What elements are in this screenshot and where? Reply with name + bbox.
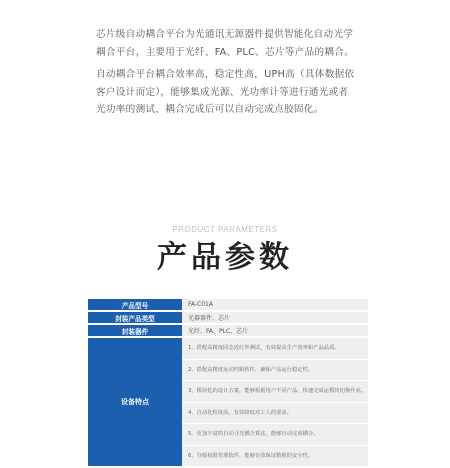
- spec-label: 设备特点: [88, 338, 182, 466]
- spec-row-features: [88, 338, 368, 466]
- feature-item: 5、更加丰富的自动寻光耦合算法，能够自动完成耦合。: [182, 424, 368, 446]
- feature-list: [182, 338, 368, 466]
- intro-text: [96, 26, 358, 124]
- feature-item: 3、模块化的设计方案，能够根据用户不同产品，快速完成运模块切换作业。: [182, 381, 368, 403]
- spec-value: 光器器件、芯片: [182, 312, 368, 323]
- spec-value: 光纤、FA、PLC、芯片: [182, 325, 368, 336]
- section-subtitle: PRODUCT PARAMETERS: [172, 225, 278, 234]
- spec-value: FA-C01A: [182, 299, 368, 310]
- spec-row-product-type: [88, 312, 368, 323]
- feature-item: 4、自动化程度高，有效降低对工人的要求。: [182, 403, 368, 425]
- spec-row-devices: [88, 325, 368, 336]
- feature-item: 2、搭配高精度运动控制软件，确保产品运行稳定性。: [182, 360, 368, 382]
- spec-row-model: [88, 299, 368, 310]
- spec-label: 产品型号: [88, 299, 182, 310]
- intro-paragraph-2: 自动耦合平台耦合效率高，稳定性高，UPH高（具体数据依客户设计而定），能够集成光源、光功率计等进行通光或者光功率的测试，耦合完成后可以自动完成点胶固化。: [96, 69, 355, 115]
- spec-table: [88, 297, 368, 468]
- spec-label: 封装器件: [88, 325, 182, 336]
- section-title: 产品参数: [157, 240, 293, 275]
- intro-paragraph-1: 芯片级自动耦合平台为光通讯无源器件提供智能化自动光学耦合平台，主要用于光纤、FA、PLC、芯片等产品的耦合。: [96, 29, 355, 58]
- feature-item: 6、分级权限管理软件，能够有效保证数据的安全性。: [188, 452, 314, 459]
- spec-label: 封装产品类型: [88, 312, 182, 323]
- feature-item: 1、搭配高精度固态近红外测试，有效提高生产效率和产品品质。: [182, 338, 368, 360]
